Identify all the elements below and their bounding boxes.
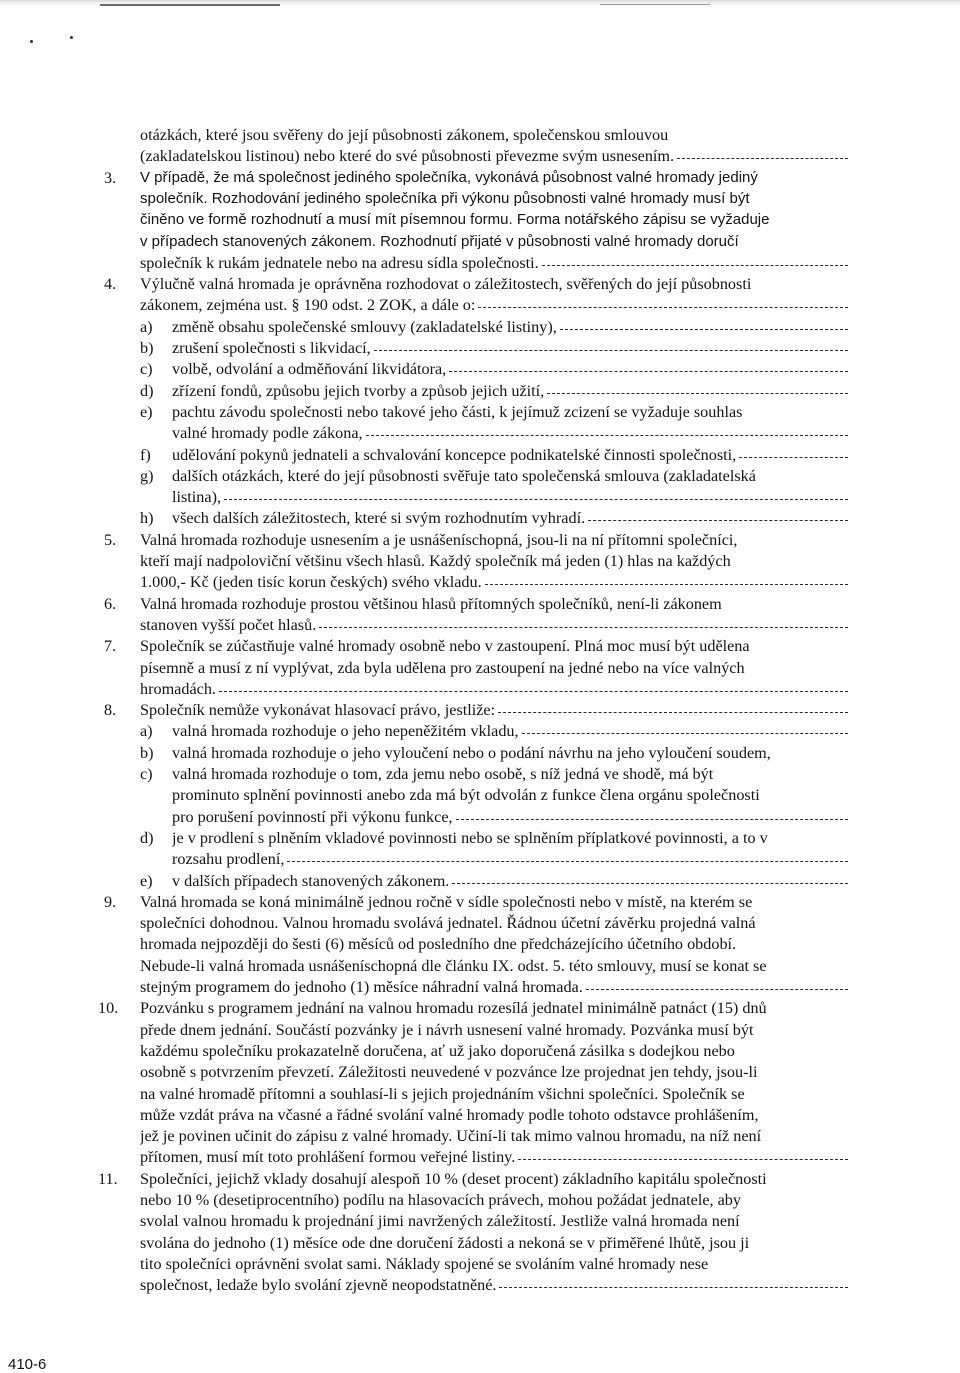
text-line-content: Výlučně valná hromada je oprávněna rozhodovat o záležitostech, svěřených do její působnosti [140, 275, 752, 293]
page-number: 410-6 [8, 1356, 47, 1373]
dash-filler [499, 1286, 848, 1288]
text-line [140, 1126, 848, 1146]
text-line-content: dalších otázkách, které do její působnosti svěřuje tato společenská smlouva (zakladatelská [172, 467, 756, 485]
text-line [140, 125, 848, 145]
dash-filler [677, 157, 848, 159]
text-line [140, 530, 848, 550]
text-line [172, 508, 848, 528]
dash-filler [498, 711, 848, 713]
text-line [140, 168, 848, 188]
text-line [140, 210, 848, 230]
text-line [140, 232, 848, 252]
text-line [140, 956, 848, 976]
paragraph-number: 11. [98, 1170, 118, 1188]
text-line-content: společník. Rozhodování jediného společníka při výkonu působnosti valné hromady musí být [140, 190, 750, 207]
text-line [140, 658, 848, 678]
paragraph-number: 8. [104, 701, 117, 719]
text-line [172, 849, 848, 869]
dash-filler [456, 818, 848, 820]
list-letter: b) [140, 339, 154, 357]
text-line-content: 1.000,- Kč (jeden tisíc korun českých) svého vkladu. [140, 573, 482, 591]
text-line [140, 572, 848, 592]
text-line-content: kteří mají nadpoloviční většinu všech hlasů. Každý společník má jeden (1) hlas na každých [140, 552, 731, 570]
text-line [172, 445, 848, 465]
text-line-content: nebo 10 % (desetiprocentního) podílu na hlasovacích právech, mohou požádat jednatele, aby [140, 1191, 741, 1209]
scan-edge [0, 0, 960, 18]
text-line-content: Nebude-li valná hromada usnášeníschopná dle článku IX. odst. 5. této smlouvy, musí se konat se [140, 957, 767, 975]
text-line [140, 913, 848, 933]
text-line [172, 338, 848, 358]
dash-filler [588, 519, 848, 521]
list-letter: f) [140, 446, 151, 464]
dash-filler [586, 988, 848, 990]
paragraph-number: 10. [98, 999, 119, 1017]
text-line-content: v dalších případech stanovených zákonem. [172, 872, 450, 890]
text-line-content: osobně s potvrzením převzetí. Záležitosti neuvedené v pozvánce lze projednat jen tehdy, jsou-li [140, 1063, 758, 1081]
text-line-content: změně obsahu společenské smlouvy (zakladatelské listiny), [172, 318, 557, 336]
text-line-content: přítomen, musí mít toto prohlášení formou veřejné listiny. [140, 1148, 516, 1166]
text-line [140, 1020, 848, 1040]
text-line [140, 700, 848, 720]
list-letter: d) [140, 829, 154, 847]
dash-filler [485, 583, 848, 585]
paragraph-number: 7. [104, 637, 117, 655]
text-line [172, 807, 848, 827]
text-line-content: každému společníku prokazatelně doručena, ať už jako doporučená zásilka s dodejkou nebo [140, 1042, 735, 1060]
text-line-content: prominuto splnění povinnosti anebo zda má být odvolán z funkce člena orgánu společnosti [172, 786, 760, 804]
text-line-content: stanoven vyšší počet hlasů. [140, 616, 317, 634]
text-line [172, 785, 848, 805]
text-line [140, 1062, 848, 1082]
text-line-content: všech dalších záležitostech, které si svým rozhodnutím vyhradí. [172, 509, 586, 527]
text-line-content: hromada nejpozději do šesti (6) měsíců od posledního dne předcházejícího účetního období. [140, 935, 737, 953]
text-line [140, 295, 848, 315]
scan-artifact [100, 4, 280, 6]
text-line-content: Valná hromada rozhoduje usnesením a je usnášeníschopná, jsou-li na ní přítomni společníci, [140, 531, 738, 549]
dash-filler [452, 882, 848, 884]
list-letter: a) [140, 318, 153, 336]
text-line-content: pro porušení povinností při výkonu funkce, [172, 808, 453, 826]
text-line [140, 892, 848, 912]
text-line-content: hromadách. [140, 680, 216, 698]
text-line [172, 359, 848, 379]
text-line [172, 871, 848, 891]
dash-filler [287, 860, 848, 862]
text-line [172, 423, 848, 443]
list-letter: a) [140, 722, 153, 740]
text-line-content: zrušení společnosti s likvidací, [172, 339, 371, 357]
text-line [140, 551, 848, 571]
text-line-content: Společník nemůže vykonávat hlasovací právo, jestliže: [140, 701, 496, 719]
text-line-content: stejným programem do jednoho (1) měsíce náhradní valná hromada. [140, 978, 583, 996]
text-line [140, 1254, 848, 1274]
text-line-content: na valné hromadě přítomni a souhlasí-li s jejich projednáním všichni společníci. Společník se [140, 1085, 745, 1103]
text-line-content: společníci dohodnou. Valnou hromadu svolává jednatel. Řádnou účetní závěrku projedná valná [140, 914, 756, 932]
text-line [140, 977, 848, 997]
dash-filler [366, 434, 848, 436]
text-line-content: činěno ve formě rozhodnutí a musí mít písemnou formu. Forma notářského zápisu se vyžaduje [140, 211, 770, 228]
text-line-content: valná hromada rozhoduje o jeho nepeněžitém vkladu, [172, 722, 519, 740]
dash-filler [224, 498, 848, 500]
text-line-content: tito společníci oprávněni svolat sami. Náklady spojené se svoláním valné hromady nese [140, 1255, 709, 1273]
text-line-content: je v prodlení s plněním vkladové povinnosti nebo se splněním příplatkové povinnosti, a to v [172, 829, 768, 847]
text-line [140, 189, 848, 209]
list-letter: c) [140, 765, 153, 783]
text-line-content: Valná hromada se koná minimálně jednou ročně v sídle společnosti nebo v místě, na kterém se [140, 893, 753, 911]
text-line [172, 381, 848, 401]
text-line [140, 253, 848, 273]
text-line-content: přede dnem jednání. Součástí pozvánky je i návrh usnesení valné hromady. Pozvánka musí být [140, 1021, 754, 1039]
dash-filler [478, 306, 848, 308]
text-line-content: Společníci, jejichž vklady dosahují alespoň 10 % (deset procent) základního kapitálu společnosti [140, 1170, 767, 1188]
dash-filler [219, 690, 848, 692]
paragraph-number: 3. [104, 169, 117, 187]
paragraph-number: 6. [104, 595, 117, 613]
text-line [140, 146, 848, 166]
text-line-content: valná hromada rozhoduje o tom, zda jemu nebo osobě, s níž jedná ve shodě, má být [172, 765, 714, 783]
scan-speck [30, 40, 33, 43]
dash-filler [542, 264, 848, 266]
dash-filler [547, 392, 848, 394]
list-letter: e) [140, 403, 153, 421]
text-line-content: svolána do jednoho (1) měsíce ode dne doručení žádosti a nekoná se v přiměřené lhůtě, jsou ji [140, 1234, 750, 1252]
dash-filler [319, 626, 848, 628]
text-line-content: volbě, odvolání a odměňování likvidátora, [172, 360, 447, 378]
text-line [140, 1105, 848, 1125]
list-letter: c) [140, 360, 153, 378]
text-line-content: Valná hromada rozhoduje prostou většinou hlasů přítomných společníků, není-li zákonem [140, 595, 722, 613]
dash-filler [449, 370, 848, 372]
text-line-content: pachtu závodu společnosti nebo takové jeho části, k jejímuž zcizení se vyžaduje souhlas [172, 403, 743, 421]
scan-artifact [600, 4, 710, 5]
text-line [140, 679, 848, 699]
text-line-content: udělování pokynů jednateli a schvalování koncepce podnikatelské činnosti společnosti, [172, 446, 737, 464]
text-line [172, 828, 848, 848]
text-line-content: rozsahu prodlení, [172, 850, 285, 868]
text-line-content: valná hromada rozhoduje o jeho vyloučení nebo o podání návrhu na jeho vyloučení soudem, [172, 744, 771, 762]
text-line-content: Pozvánku s programem jednání na valnou hromadu rozesílá jednatel minimálně patnáct (15) dnů [140, 999, 767, 1017]
text-line [172, 466, 848, 486]
text-line-content: Společník se zúčastňuje valné hromady osobně nebo v zastoupení. Plná moc musí být udělena [140, 637, 750, 655]
text-line-content: otázkách, které jsou svěřeny do její působnosti zákonem, společenskou smlouvou [140, 126, 669, 144]
text-line-content: jež je povinen učinit do zápisu z valné hromady. Učiní-li tak mimo valnou hromadu, na níž není [140, 1127, 762, 1145]
text-line-content: společník k rukám jednatele nebo na adresu sídla společnosti. [140, 254, 539, 272]
text-line [140, 1233, 848, 1253]
text-line [172, 743, 848, 763]
text-line-content: valné hromady podle zákona, [172, 424, 363, 442]
text-line-content: společnost, ledaže bylo svolání zjevně neopodstatněné. [140, 1276, 497, 1294]
text-line [140, 1041, 848, 1061]
text-line [140, 1169, 848, 1189]
text-line [140, 1147, 848, 1167]
text-line [172, 317, 848, 337]
text-line [172, 487, 848, 507]
dash-filler [518, 1158, 848, 1160]
text-line [172, 764, 848, 784]
list-letter: b) [140, 744, 154, 762]
list-letter: g) [140, 467, 154, 485]
text-line-content: listina), [172, 488, 222, 506]
text-line-content: zřízení fondů, způsobu jejich tvorby a způsob jejich užití, [172, 382, 545, 400]
dash-filler [522, 732, 848, 734]
text-line-content: (zakladatelskou listinou) nebo které do své působnosti převezme svým usnesením. [140, 147, 675, 165]
text-line [140, 274, 848, 294]
text-line-content: svolal valnou hromadu k projednání jimi navržených záležitostí. Jestliže valná hromada není [140, 1212, 740, 1230]
text-line [140, 615, 848, 635]
text-line [172, 402, 848, 422]
text-line [140, 934, 848, 954]
text-line [140, 1211, 848, 1231]
text-line [172, 721, 848, 741]
paragraph-number: 5. [104, 531, 117, 549]
text-line [140, 998, 848, 1018]
text-line-content: může vzdát práva na včasné a řádné svolání valné hromady podle tohoto odstavce prohlášením, [140, 1106, 759, 1124]
scan-speck [70, 36, 73, 39]
list-letter: e) [140, 872, 153, 890]
list-letter: d) [140, 382, 154, 400]
paragraph-number: 4. [104, 275, 117, 293]
text-line [140, 594, 848, 614]
text-line [140, 1275, 848, 1295]
text-line-content: v případech stanovených zákonem. Rozhodnutí přijaté v působnosti valné hromady doručí [140, 233, 739, 250]
text-line-content: písemně a musí z ní vyplývat, zda byla udělena pro zastoupení na jedné nebo na více valných [140, 659, 745, 677]
dash-filler [739, 456, 848, 458]
text-line-content: V případě, že má společnost jediného společníka, vykonává působnost valné hromady jediný [140, 169, 758, 186]
text-line [140, 636, 848, 656]
list-letter: h) [140, 509, 154, 527]
text-line-content: zákonem, zejména ust. § 190 odst. 2 ZOK, a dále o: [140, 296, 476, 314]
dash-filler [560, 328, 848, 330]
text-line [140, 1190, 848, 1210]
paragraph-number: 9. [104, 893, 117, 911]
text-line [140, 1084, 848, 1104]
dash-filler [374, 349, 848, 351]
